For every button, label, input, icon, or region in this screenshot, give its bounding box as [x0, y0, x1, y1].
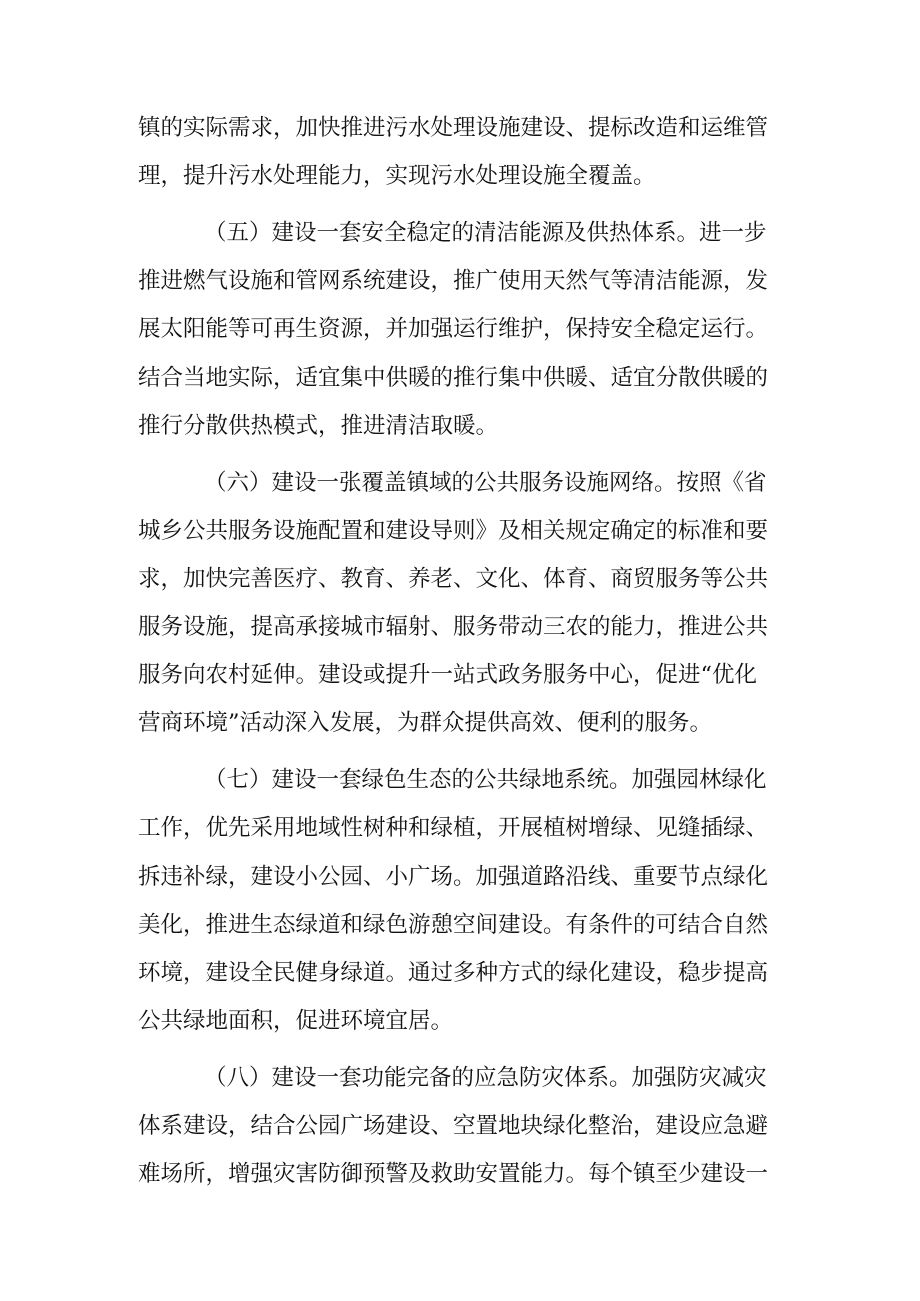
paragraph-8 — [138, 1054, 788, 1199]
document-body — [138, 104, 788, 1199]
text-line: 求，加快完善医疗、教育、养老、文化、体育、商贸服务等公共 — [138, 565, 769, 592]
text-line: 工作，优先采用地域性树种和绿植，开展植树增绿、见缝插绿、 — [138, 815, 769, 842]
text-line: （八）建设一套功能完备的应急防灾体系。加强防灾减灾 — [204, 1064, 767, 1091]
text-line: 镇的实际需求，加快推进污水处理设施建设、提标改造和运维管 — [138, 115, 769, 141]
text-line: 体系建设，结合公园广场建设、空置地块绿化整治，建设应急避 — [138, 1113, 769, 1140]
text-line: 服务设施，提高承接城市辐射、服务带动三农的能力，推进公共 — [138, 614, 769, 641]
text-line: 拆违补绿，建设小公园、小广场。加强道路沿线、重要节点绿化 — [138, 863, 769, 890]
text-line: 结合当地实际，适宜集中供暖的推行集中供暖、适宜分散供暖的 — [138, 364, 769, 391]
text-line: 难场所，增强灾害防御预警及救助安置能力。每个镇至少建设一 — [138, 1161, 769, 1188]
text-line: 城乡公共服务设施配置和建设导则》及相关规定确定的标准和要 — [138, 517, 769, 544]
text-line: 公共绿地面积，促进环境宜居。 — [138, 1008, 454, 1035]
text-line: 环境，建设全民健身绿道。通过多种方式的绿化建设，稳步提高 — [138, 959, 769, 986]
text-line: 推行分散供热模式，推进清洁取暖。 — [138, 412, 499, 439]
paragraph-6 — [138, 459, 788, 748]
text-line: 展太阳能等可再生资源，并加强运行维护，保持安全稳定运行。 — [138, 316, 769, 343]
text-line: （六）建设一张覆盖镇域的公共服务设施网络。按照《省 — [204, 469, 767, 496]
text-line: 理，提升污水处理能力，实现污水处理设施全覆盖。 — [138, 163, 656, 190]
text-line: 服务向农村延伸。建设或提升一站式政务服务中心，促进“优化 — [138, 662, 758, 689]
text-line: （五）建设一套安全稳定的清洁能源及供热体系。进一步 — [204, 219, 767, 246]
paragraph-7 — [138, 756, 788, 1045]
paragraph-5 — [138, 209, 788, 450]
text-line: 营商环境”活动深入发展，为群众提供高效、便利的服务。 — [138, 710, 713, 737]
text-line: 推进燃气设施和管网系统建设，推广使用天然气等清洁能源，发 — [138, 268, 769, 295]
text-line: （七）建设一套绿色生态的公共绿地系统。加强园林绿化 — [204, 767, 767, 794]
paragraph-continued — [138, 104, 788, 200]
text-line: 美化，推进生态绿道和绿色游憩空间建设。有条件的可结合自然 — [138, 911, 769, 938]
